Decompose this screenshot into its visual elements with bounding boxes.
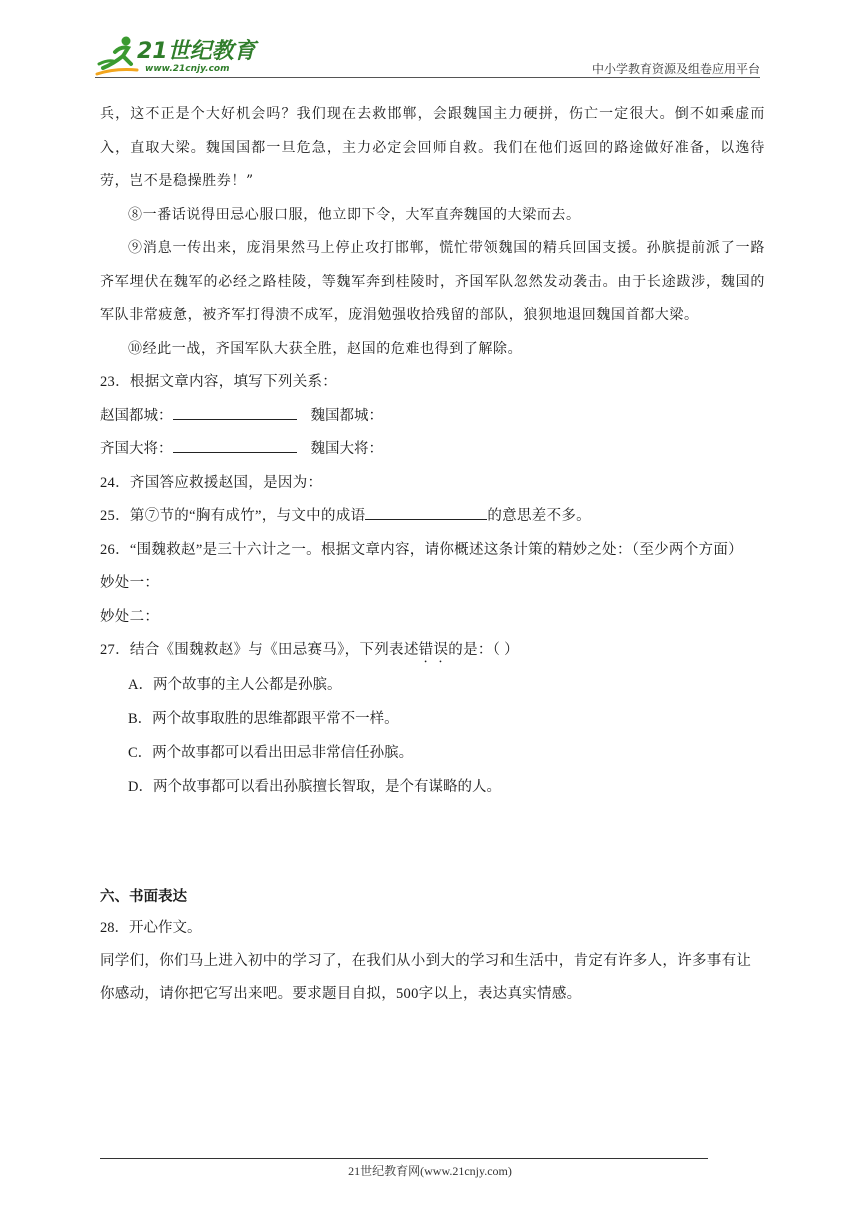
- option-c[interactable]: C．两个故事都可以看出田忌非常信任孙膑。: [128, 744, 414, 761]
- qi-general-blank[interactable]: [173, 434, 297, 453]
- question-28: 28．开心作文。: [100, 920, 202, 936]
- page-header: [95, 30, 760, 82]
- question-23-row-1: [100, 400, 765, 434]
- passage-paragraph-9: ⑨消息一传出来，庞涓果然马上停止攻打邯郸，慌忙带领魏国的精兵回国支援。孙膑提前派了一路齐军埋伏在魏军的必经之路桂陵，等魏军奔到桂陵时，齐国军队忽然发动袭击。由于长途跋涉，魏国的军队非常疲惫，被齐军打得溃不成军，庞涓勉强收拾残留的部队，狼狈地退回魏国首都大梁。: [100, 240, 765, 323]
- option-a[interactable]: A．两个故事的主人公都是孙膑。: [128, 676, 342, 693]
- qi-general-label: 齐国大将：: [100, 441, 173, 457]
- writing-prompt: 同学们，你们马上进入初中的学习了，在我们从小到大的学习和生活中，肯定有许多人，许多事有让你感动，请你把它写出来吧。要求题目自拟，500字以上，表达真实情感。: [100, 953, 752, 1002]
- logo-text: 21世纪教育: [137, 39, 256, 64]
- passage-paragraph-10: ⑩经此一战，齐国军队大获全胜，赵国的危难也得到了解除。: [128, 340, 523, 357]
- option-d[interactable]: D．两个故事都可以看出孙膑擅长智取，是个有谋略的人。: [128, 778, 501, 795]
- passage-paragraph-8: ⑧一番话说得田忌心服口服，他立即下令，大军直奔魏国的大梁而去。: [128, 206, 581, 223]
- question-27-suffix: 的是：（ ）: [448, 642, 519, 658]
- footer-divider: [100, 1158, 708, 1159]
- platform-name: 中小学教育资源及组卷应用平台: [591, 62, 760, 76]
- question-27: [100, 634, 765, 668]
- passage-and-questions: [100, 98, 765, 804]
- runner-logo-icon: [95, 34, 139, 78]
- zhao-capital-label: 赵国都城：: [100, 407, 173, 424]
- question-24: 24．齐国答应救援赵国，是因为：: [100, 474, 323, 491]
- option-b[interactable]: B．两个故事取胜的思维都跟平常不一样。: [128, 710, 399, 727]
- site-logo: [95, 34, 265, 78]
- wei-capital-label: 魏国都城：: [310, 407, 383, 424]
- question-25-prefix: 25．第⑦节的“胸有成竹”，与文中的成语: [100, 508, 366, 524]
- zhao-capital-blank[interactable]: [173, 401, 297, 420]
- section-title: 六、书面表达: [100, 889, 187, 905]
- header-divider: [95, 77, 760, 78]
- question-27-emphasis: 错误: [418, 642, 449, 658]
- writing-section: [100, 882, 765, 1011]
- page-footer: 21世纪教育网(www.21cnjy.com): [348, 1164, 512, 1178]
- question-25-suffix: 的意思差不多。: [487, 508, 591, 524]
- question-26: 26．“围魏救赵”是三十六计之一。根据文章内容，请你概述这条计策的精妙之处：（至少两个方面）: [100, 541, 743, 558]
- passage-paragraph-7-end: 兵，这不正是个大好机会吗？我们现在去救邯郸，会跟魏国主力硬拼，伤亡一定很大。倒不如乘虚而入，直取大梁。魏国国都一旦危急，主力必定会回师自救。我们在他们返回的路途做好准备，以逸待劳，岂不是稳操胜券！”: [100, 106, 765, 189]
- question-27-prefix: 27．结合《围魏救赵》与《田忌赛马》，下列表述: [100, 642, 419, 658]
- wei-general-label: 魏国大将：: [310, 441, 383, 457]
- question-23: 23．根据文章内容，填写下列关系：: [100, 374, 338, 390]
- logo-url: www.21cnjy.com: [145, 64, 230, 74]
- question-26-point-1: 妙处一：: [100, 575, 160, 591]
- question-25: [100, 500, 765, 534]
- idiom-blank[interactable]: [365, 501, 487, 520]
- question-23-row-2: [100, 433, 765, 467]
- question-26-point-2: 妙处二：: [100, 608, 160, 625]
